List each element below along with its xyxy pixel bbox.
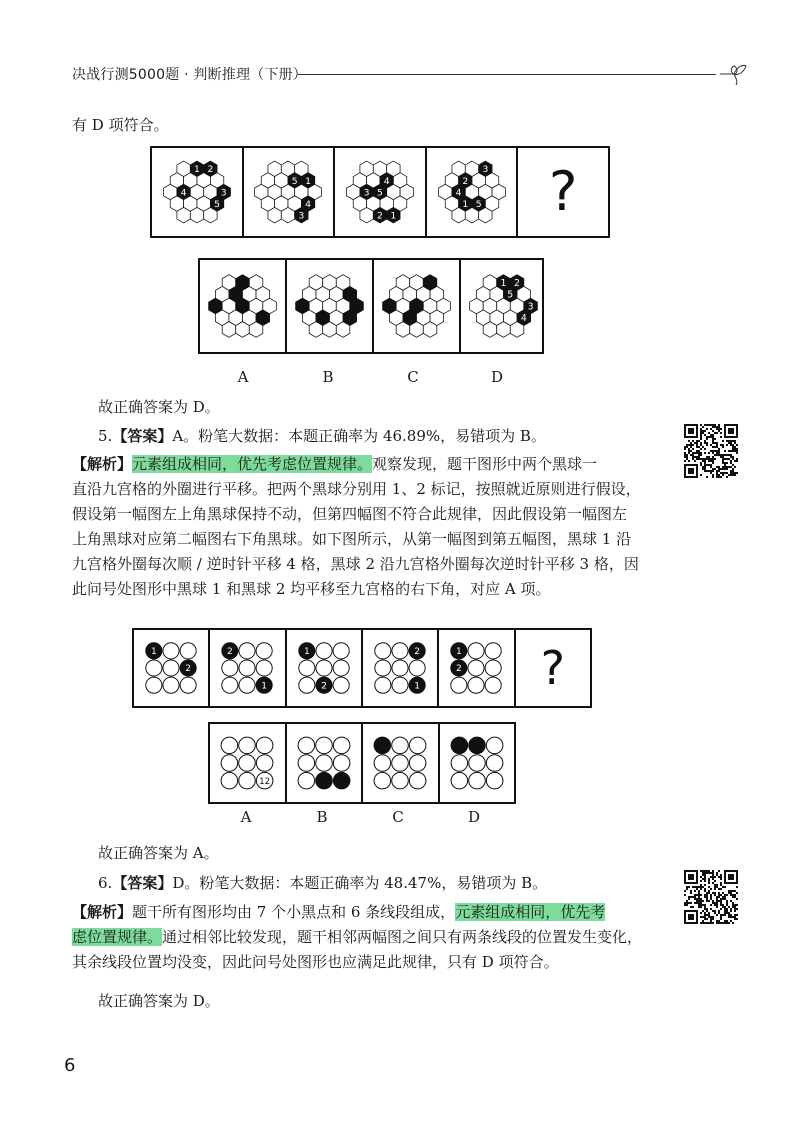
white-ball	[392, 677, 408, 693]
white-ball	[375, 660, 391, 676]
hex-number-label: 3	[220, 187, 227, 199]
q6-analysis-line-1	[72, 900, 668, 925]
white-ball	[239, 660, 255, 676]
hex-number-label: 5	[292, 175, 299, 187]
figure-cell	[152, 148, 244, 236]
sprout-icon	[716, 58, 752, 86]
white-ball	[257, 755, 274, 772]
white-ball	[410, 755, 427, 772]
white-ball	[333, 660, 349, 676]
hex-number-label: 5	[507, 289, 514, 301]
figure-cell	[427, 148, 519, 236]
hex-number-label: 3	[527, 301, 534, 313]
white-ball	[486, 643, 502, 659]
white-ball	[298, 737, 315, 754]
white-ball	[163, 643, 179, 659]
white-ball	[239, 772, 256, 789]
q6-analysis-line-3: 其余线段位置均没变，因此问号处图形也应满足此规律，只有 D 项符合。	[72, 953, 559, 971]
running-header	[72, 58, 752, 88]
white-ball	[333, 737, 350, 754]
option-letter: A	[240, 808, 252, 826]
q6-answer-line	[98, 872, 758, 894]
hex-number-label: 2	[207, 164, 214, 176]
white-ball	[239, 755, 256, 772]
q6-analysis-tag: 【解析】	[72, 903, 133, 921]
q5-analysis-tag: 【解析】	[72, 455, 133, 473]
white-ball	[451, 677, 467, 693]
q4-option-figures	[198, 258, 544, 354]
white-ball	[298, 772, 315, 789]
circle-grid-figure	[211, 727, 283, 799]
figure-cell	[374, 260, 461, 352]
white-ball	[333, 677, 349, 693]
white-ball	[299, 660, 315, 676]
white-ball	[257, 737, 274, 754]
black-ball	[333, 772, 350, 789]
hex-number-label: 2	[461, 175, 468, 187]
q5-analysis-line: 上角黑球对应第二幅图右下角黑球。如下图所示，从第一幅图到第五幅图，黑球 1 沿	[72, 530, 632, 548]
hex-number-label: 5	[475, 198, 482, 210]
empty-hexagon	[423, 322, 437, 338]
figure-cell	[439, 630, 515, 706]
q4-stem-figures	[150, 146, 610, 238]
white-ball	[299, 677, 315, 693]
question-mark: ?	[540, 641, 566, 695]
qr-code-icon	[684, 424, 738, 478]
hex-number-label: 1	[500, 277, 507, 289]
circle-grid-figure	[365, 633, 435, 703]
ball-number-label: 1	[456, 647, 463, 657]
white-ball	[486, 755, 503, 772]
ball-number-label: 2	[227, 647, 234, 657]
question-mark: ?	[548, 160, 578, 223]
white-ball	[257, 660, 273, 676]
option-letter: C	[407, 368, 419, 386]
hex-number-label: 1	[305, 175, 312, 187]
black-ball	[315, 772, 332, 789]
q5-answer-text: A。粉笔大数据：本题正确率为 46.89%，易错项为 B。	[172, 427, 546, 445]
white-ball	[486, 677, 502, 693]
q5-stem-figures	[132, 628, 592, 708]
black-ball	[374, 737, 391, 754]
empty-hexagon	[249, 322, 263, 338]
figure-cell	[200, 260, 287, 352]
white-ball	[451, 755, 468, 772]
q5-analysis-lead: 观察发现，题干图形中两个黑球一	[372, 455, 598, 473]
circle-grid-figure	[364, 727, 436, 799]
ball-number-label: 12	[259, 776, 271, 787]
hex-number-label: 1	[193, 164, 200, 176]
white-ball	[468, 677, 484, 693]
ball-number-label: 2	[414, 647, 421, 657]
q6-answer-tag: 【答案】	[112, 874, 173, 892]
white-ball	[486, 772, 503, 789]
white-ball	[298, 755, 315, 772]
option-letter: B	[322, 368, 334, 386]
white-ball	[163, 677, 179, 693]
empty-hexagon	[396, 322, 410, 338]
white-ball	[468, 643, 484, 659]
white-ball	[146, 677, 162, 693]
hex-grid-figure	[430, 150, 514, 234]
white-ball	[316, 660, 332, 676]
white-ball	[180, 643, 196, 659]
option-letter: B	[316, 808, 328, 826]
circle-grid-figure	[441, 727, 513, 799]
option-letter: D	[490, 368, 504, 386]
hex-number-label: 4	[180, 187, 187, 199]
circle-grid-figure	[136, 633, 206, 703]
white-ball	[468, 660, 484, 676]
figure-cell	[287, 724, 364, 802]
empty-hexagon	[282, 207, 295, 222]
q5-highlight: 元素组成相同，优先考虑位置规律。	[132, 455, 373, 473]
q5-analysis-line: 直沿九宫格的外圈进行平移。把两个黑球分别用 1、2 标记，按照就近原则进行假设，	[72, 480, 641, 498]
figure-cell	[440, 724, 515, 802]
figure-cell	[210, 724, 287, 802]
white-ball	[333, 643, 349, 659]
hex-number-label: 5	[213, 198, 220, 210]
empty-hexagon	[190, 207, 203, 222]
figure-cell	[287, 630, 363, 706]
white-ball	[316, 643, 332, 659]
q6-number: 6.	[98, 874, 113, 892]
white-ball	[221, 755, 238, 772]
figure-cell	[210, 630, 286, 706]
hex-number-label: 1	[390, 210, 397, 222]
intro-text: 有 D 项符合。	[72, 116, 169, 134]
q6-highlight-b: 虑位置规律。	[72, 928, 163, 946]
ball-number-label: 1	[303, 647, 310, 657]
white-ball	[221, 737, 238, 754]
figure-cell	[134, 630, 210, 706]
empty-hexagon	[510, 322, 524, 338]
empty-hexagon	[452, 207, 465, 222]
q6-answer-text: D。粉笔大数据：本题正确率为 48.47%，易错项为 B。	[172, 874, 548, 892]
circle-grid-figure	[441, 633, 511, 703]
white-ball	[257, 643, 273, 659]
circle-grid-figure	[289, 633, 359, 703]
ball-number-label: 2	[320, 681, 327, 692]
ball-number-label: 1	[151, 647, 157, 657]
hex-number-label: 4	[305, 198, 312, 210]
white-ball	[239, 643, 255, 659]
q6-analysis-lead: 题干所有图形均由 7 个小黑点和 6 条线段组成，	[132, 903, 456, 921]
hex-number-label: 3	[363, 187, 370, 199]
hex-grid-figure	[374, 262, 459, 350]
ball-number-label: 2	[185, 664, 192, 675]
header-rule	[298, 74, 716, 75]
empty-hexagon	[410, 322, 424, 338]
white-ball	[392, 660, 408, 676]
option-letter: D	[467, 808, 481, 826]
figure-cell	[516, 630, 590, 706]
q5-analysis	[72, 452, 668, 602]
empty-hexagon	[483, 322, 497, 338]
q5-analysis-line: 假设第一幅图左上角黑球保持不动，但第四幅图不符合此规律，因此假设第一幅图左	[72, 505, 628, 523]
white-ball	[409, 660, 425, 676]
figure-cell	[335, 148, 427, 236]
figure-cell	[244, 148, 336, 236]
black-ball	[451, 737, 468, 754]
hex-grid-figure	[338, 150, 422, 234]
white-ball	[392, 643, 408, 659]
white-ball	[315, 755, 332, 772]
circle-grid-figure	[212, 633, 282, 703]
hex-grid-figure	[200, 262, 285, 350]
white-ball	[486, 660, 502, 676]
figure-cell	[287, 260, 374, 352]
hex-number-label: 5	[377, 187, 383, 199]
q5-conclusion: 故正确答案为 A。	[98, 844, 219, 862]
white-ball	[221, 772, 238, 789]
ball-number-label: 1	[261, 681, 268, 692]
white-ball	[410, 737, 427, 754]
empty-hexagon	[222, 322, 236, 338]
hex-number-label: 2	[514, 277, 521, 289]
white-ball	[333, 755, 350, 772]
empty-hexagon	[336, 322, 350, 338]
white-ball	[410, 772, 427, 789]
q5-option-figures	[208, 722, 516, 804]
q5-analysis-line: 九宫格外圈每次顺 / 逆时针平移 4 格，黑球 2 沿九宫格外圈每次逆时针平移 3 格，因	[72, 555, 639, 573]
white-ball	[222, 677, 238, 693]
white-ball	[374, 772, 391, 789]
empty-hexagon	[203, 207, 216, 222]
hex-number-label: 3	[482, 164, 488, 176]
empty-hexagon	[497, 322, 511, 338]
black-ball	[468, 737, 485, 754]
q5-analysis-line: 此问号处图形中黑球 1 和黑球 2 均平移至九宫格的右下角，对应 A 项。	[72, 580, 551, 598]
figure-cell	[363, 724, 440, 802]
hex-number-label: 3	[298, 210, 305, 222]
hex-grid-figure	[461, 262, 546, 350]
empty-hexagon	[309, 322, 323, 338]
white-ball	[451, 772, 468, 789]
q6-analysis	[72, 900, 668, 975]
hex-grid-figure	[155, 150, 239, 234]
ball-number-label: 1	[414, 681, 421, 692]
white-ball	[222, 660, 238, 676]
white-ball	[375, 643, 391, 659]
hex-grid-figure	[287, 262, 372, 350]
white-ball	[486, 737, 503, 754]
white-ball	[146, 660, 162, 676]
white-ball	[468, 755, 485, 772]
hex-grid-figure	[246, 150, 330, 234]
white-ball	[392, 772, 409, 789]
q6-analysis-after: 通过相邻比较发现，题干相邻两幅图之间只有两条线段的位置发生变化，	[162, 928, 643, 946]
book-title: 决战行测5000题 · 判断推理（下册）	[72, 67, 307, 83]
hex-number-label: 2	[377, 210, 383, 222]
hex-number-label: 4	[520, 313, 527, 325]
ball-number-label: 2	[456, 664, 463, 675]
empty-hexagon	[323, 322, 337, 338]
figure-cell	[461, 260, 546, 352]
hex-number-label: 4	[455, 187, 462, 199]
empty-hexagon	[177, 207, 190, 222]
hex-number-label: 1	[461, 198, 468, 210]
figure-cell	[363, 630, 439, 706]
white-ball	[374, 755, 391, 772]
circle-grid-figure	[288, 727, 360, 799]
q6-conclusion: 故正确答案为 D。	[98, 992, 220, 1010]
white-ball	[315, 737, 332, 754]
hex-number-label: 4	[383, 175, 390, 187]
empty-hexagon	[268, 207, 281, 222]
empty-hexagon	[478, 207, 491, 222]
white-ball	[239, 737, 256, 754]
figure-cell	[518, 148, 608, 236]
page-number: 6	[64, 1055, 76, 1076]
empty-hexagon	[465, 207, 478, 222]
q5-number: 5.	[98, 427, 113, 445]
white-ball	[239, 677, 255, 693]
empty-hexagon	[236, 322, 250, 338]
white-ball	[180, 677, 196, 693]
white-ball	[392, 737, 409, 754]
white-ball	[468, 772, 485, 789]
empty-hexagon	[360, 207, 373, 222]
white-ball	[375, 677, 391, 693]
q5-answer-line	[98, 425, 758, 447]
q6-analysis-line-2	[72, 925, 668, 950]
option-letter: A	[237, 368, 249, 386]
white-ball	[163, 660, 179, 676]
q4-conclusion: 故正确答案为 D。	[98, 398, 220, 416]
white-ball	[392, 755, 409, 772]
option-letter: C	[392, 808, 404, 826]
qr-code-icon	[684, 870, 738, 924]
q5-answer-tag: 【答案】	[112, 427, 173, 445]
q6-highlight-a: 元素组成相同，优先考	[455, 903, 606, 921]
q5-analysis-line-1	[72, 452, 668, 477]
